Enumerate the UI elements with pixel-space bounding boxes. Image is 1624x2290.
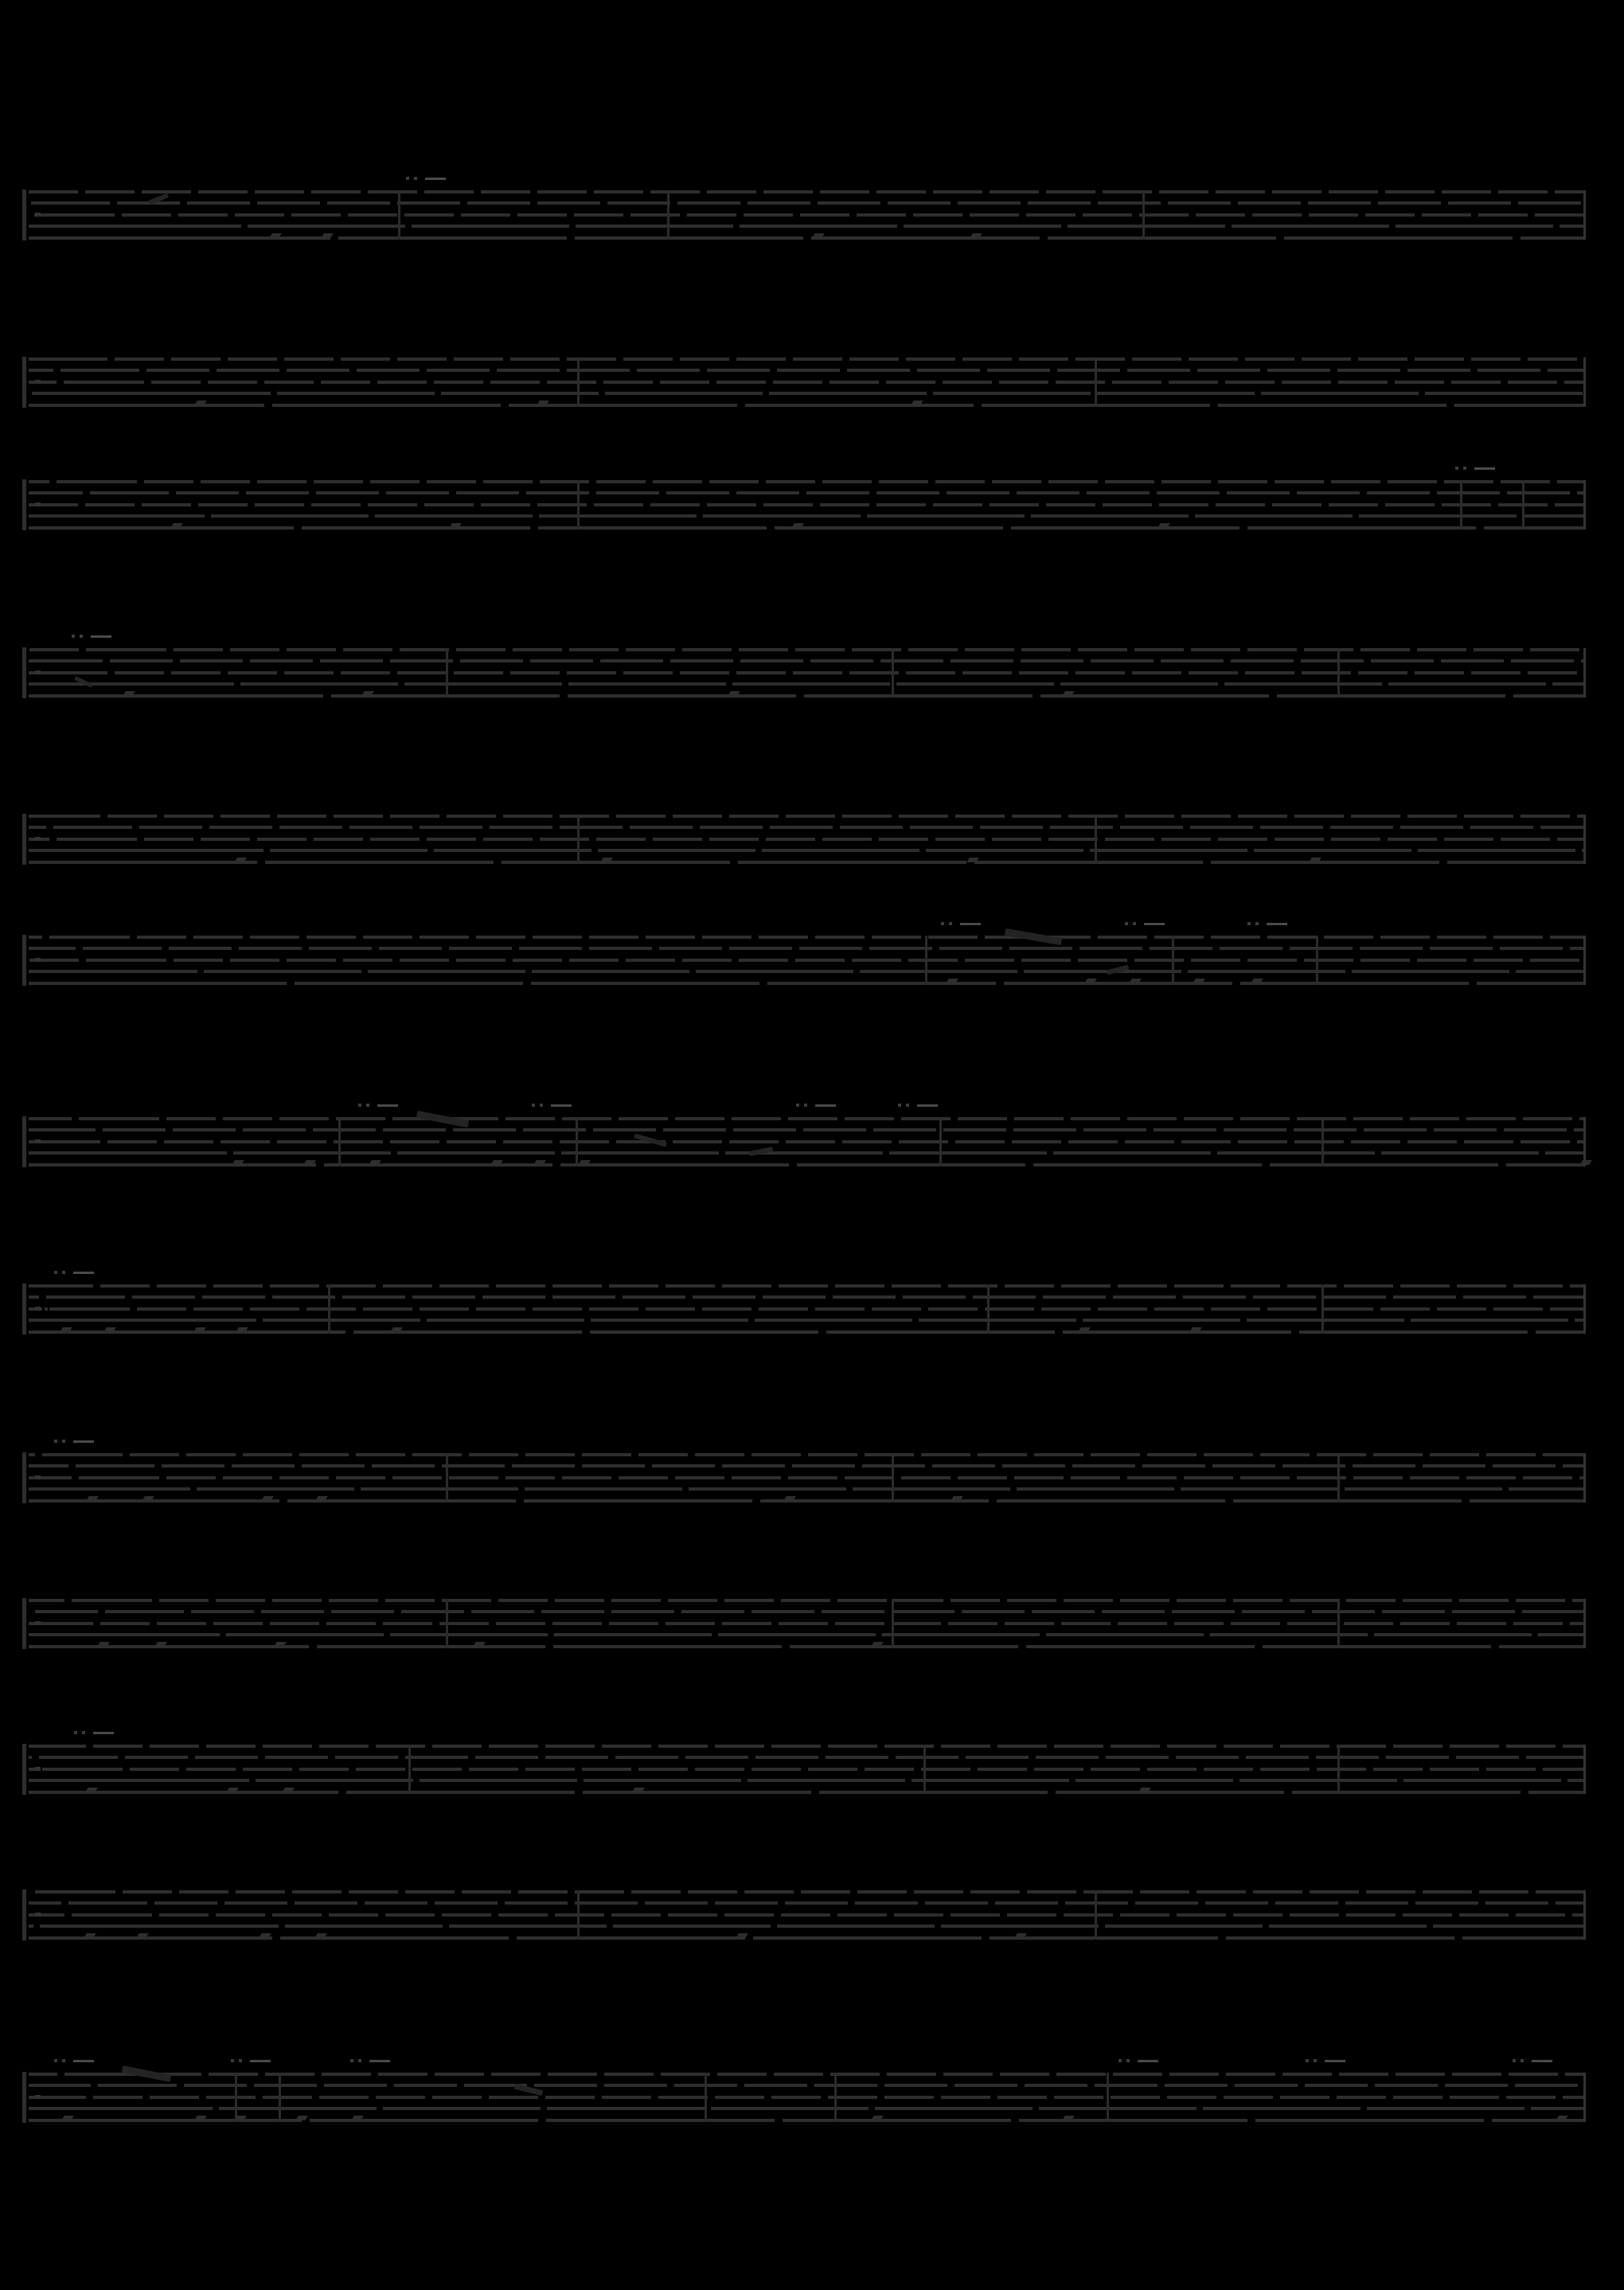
barline bbox=[1107, 2073, 1109, 2122]
annotation-dash bbox=[1474, 467, 1495, 470]
clef-remnant-mark bbox=[35, 837, 41, 841]
clef-remnant-mark bbox=[45, 1768, 48, 1771]
clef-remnant-mark bbox=[45, 503, 48, 506]
staff-line bbox=[29, 1319, 1586, 1322]
barline bbox=[408, 1745, 411, 1794]
annotation-dot bbox=[350, 2059, 353, 2062]
annotation-dash bbox=[250, 2060, 271, 2062]
staff-line bbox=[29, 1756, 1586, 1759]
barline bbox=[328, 1284, 330, 1334]
annotation-dot bbox=[532, 1104, 535, 1107]
system-bracket bbox=[22, 357, 26, 408]
palm-mute-annotation bbox=[350, 2058, 390, 2063]
barline bbox=[577, 815, 580, 864]
annotation-dash bbox=[1325, 2060, 1345, 2062]
staff-system bbox=[29, 1117, 1586, 1166]
staff-line bbox=[29, 1128, 1586, 1131]
barline bbox=[446, 1599, 448, 1648]
staff-line bbox=[29, 491, 1586, 494]
palm-mute-annotation bbox=[358, 1103, 398, 1108]
staff-line bbox=[29, 671, 1586, 674]
clef-remnant-mark bbox=[45, 1307, 48, 1311]
final-barline bbox=[1583, 480, 1586, 530]
staff-line bbox=[29, 236, 1586, 240]
final-barline bbox=[1583, 358, 1586, 407]
staff-line bbox=[29, 936, 1586, 939]
clef-remnant-mark bbox=[35, 1139, 41, 1143]
staff-line bbox=[29, 1633, 1586, 1636]
staff-line bbox=[29, 1117, 1586, 1120]
staff-line bbox=[29, 1913, 1586, 1917]
barline bbox=[446, 648, 448, 698]
staff-line bbox=[29, 861, 1586, 864]
annotation-dot bbox=[1513, 2059, 1516, 2062]
barline bbox=[576, 1117, 578, 1166]
staff-line bbox=[29, 1163, 1586, 1166]
barline bbox=[1316, 936, 1318, 985]
beam-remnant bbox=[416, 1111, 470, 1127]
final-barline bbox=[1583, 1890, 1586, 1940]
staff-line bbox=[29, 838, 1586, 841]
barline bbox=[235, 2073, 237, 2122]
annotation-dot bbox=[239, 2059, 242, 2062]
annotation-dot bbox=[1125, 922, 1128, 925]
annotation-dot bbox=[796, 1104, 799, 1107]
annotation-dash bbox=[1144, 923, 1165, 925]
annotation-dot bbox=[941, 922, 944, 925]
barline bbox=[925, 936, 927, 985]
annotation-dot bbox=[74, 1731, 77, 1734]
staff-system bbox=[29, 190, 1586, 240]
palm-mute-annotation bbox=[941, 921, 981, 926]
staff-line bbox=[29, 2096, 1586, 2099]
annotation-dot bbox=[1126, 2059, 1130, 2062]
staff-line bbox=[29, 526, 1586, 530]
annotation-dot bbox=[898, 1104, 901, 1107]
staff-line bbox=[29, 2084, 1586, 2087]
annotation-dot bbox=[62, 1440, 65, 1443]
palm-mute-annotation bbox=[54, 1439, 94, 1444]
palm-mute-annotation bbox=[54, 2058, 94, 2063]
clef-remnant-mark bbox=[45, 838, 48, 841]
annotation-dash bbox=[93, 1732, 114, 1734]
final-barline bbox=[1583, 1599, 1586, 1648]
staff-line bbox=[29, 503, 1586, 506]
staff-line bbox=[29, 1140, 1586, 1143]
staff-line bbox=[29, 392, 1586, 395]
annotation-dot bbox=[231, 2059, 234, 2062]
annotation-dot bbox=[366, 1104, 369, 1107]
system-bracket bbox=[22, 1598, 26, 1649]
barline bbox=[892, 1453, 894, 1503]
annotation-dot bbox=[54, 1440, 57, 1443]
final-barline bbox=[1583, 815, 1586, 864]
palm-mute-annotation bbox=[72, 634, 111, 639]
staff-line bbox=[29, 1453, 1586, 1456]
staff-system bbox=[29, 1284, 1586, 1334]
barline bbox=[1095, 1890, 1097, 1940]
staff-line bbox=[29, 2107, 1586, 2110]
staff-line bbox=[29, 959, 1586, 962]
staff-line bbox=[29, 1890, 1586, 1893]
staff-system bbox=[29, 815, 1586, 864]
clef-remnant-mark bbox=[35, 213, 41, 217]
staff-line bbox=[29, 1331, 1586, 1334]
staff-line bbox=[29, 1768, 1586, 1771]
barline bbox=[577, 358, 580, 407]
final-barline bbox=[1583, 648, 1586, 698]
system-bracket bbox=[22, 2072, 26, 2123]
palm-mute-annotation bbox=[1118, 2058, 1158, 2063]
staff-line bbox=[29, 1476, 1586, 1479]
system-bracket bbox=[22, 479, 26, 530]
barline bbox=[446, 1453, 448, 1503]
staff-line bbox=[29, 1622, 1586, 1625]
annotation-dash bbox=[960, 923, 981, 925]
clef-remnant-mark bbox=[45, 959, 48, 962]
staff-line bbox=[29, 682, 1586, 686]
clef-remnant-mark bbox=[35, 958, 41, 962]
annotation-dot bbox=[62, 2059, 65, 2062]
system-bracket bbox=[22, 647, 26, 698]
annotation-dot bbox=[62, 1271, 65, 1274]
palm-mute-annotation bbox=[1306, 2058, 1345, 2063]
barline bbox=[279, 2073, 281, 2122]
staff-line bbox=[29, 694, 1586, 698]
barline bbox=[1522, 480, 1524, 530]
staff-line bbox=[29, 982, 1586, 985]
barline bbox=[987, 1284, 990, 1334]
staff-system bbox=[29, 2073, 1586, 2122]
barline bbox=[705, 2073, 707, 2122]
final-barline bbox=[1583, 1745, 1586, 1794]
barline bbox=[398, 190, 400, 240]
staff-line bbox=[29, 369, 1586, 372]
annotation-dash bbox=[73, 1272, 94, 1274]
staff-line bbox=[29, 225, 1586, 228]
final-barline bbox=[1583, 190, 1586, 240]
barline bbox=[892, 1599, 894, 1648]
clef-remnant-mark bbox=[45, 1476, 48, 1479]
clef-remnant-mark bbox=[35, 2095, 41, 2099]
annotation-dot bbox=[406, 177, 409, 180]
annotation-dash bbox=[91, 635, 111, 638]
staff-system bbox=[29, 936, 1586, 985]
system-bracket bbox=[22, 814, 26, 865]
palm-mute-annotation bbox=[231, 2058, 271, 2063]
final-barline bbox=[1583, 936, 1586, 985]
annotation-dot bbox=[82, 1731, 85, 1734]
staff-line bbox=[29, 358, 1586, 361]
annotation-dot bbox=[358, 2059, 361, 2062]
staff-line bbox=[29, 1901, 1586, 1905]
barline bbox=[923, 1745, 926, 1794]
clef-remnant-mark bbox=[45, 671, 48, 674]
barline bbox=[1337, 648, 1340, 698]
barline bbox=[939, 1117, 942, 1166]
annotation-dash bbox=[551, 1104, 572, 1107]
staff-line bbox=[29, 2073, 1586, 2076]
staff-line bbox=[29, 1645, 1586, 1648]
palm-mute-annotation bbox=[74, 1730, 114, 1735]
beam-remnant bbox=[749, 1147, 774, 1156]
final-barline bbox=[1583, 2073, 1586, 2122]
annotation-dot bbox=[1521, 2059, 1524, 2062]
annotation-dot bbox=[1118, 2059, 1122, 2062]
staff-line bbox=[29, 2119, 1586, 2122]
beam-remnant bbox=[1005, 928, 1062, 945]
staff-line bbox=[29, 404, 1586, 407]
staff-line bbox=[29, 947, 1586, 950]
annotation-dot bbox=[1455, 467, 1458, 470]
annotation-dot bbox=[1247, 922, 1251, 925]
staff-line bbox=[29, 1745, 1586, 1748]
staff-line bbox=[29, 1284, 1586, 1288]
clef-remnant-mark bbox=[45, 2096, 48, 2099]
system-bracket bbox=[22, 1744, 26, 1795]
staff-system bbox=[29, 480, 1586, 530]
barline bbox=[834, 2073, 837, 2122]
barline bbox=[1460, 480, 1462, 530]
staff-system bbox=[29, 1599, 1586, 1648]
staff-line bbox=[29, 1925, 1586, 1928]
staff-system bbox=[29, 1453, 1586, 1503]
annotation-dot bbox=[949, 922, 952, 925]
annotation-dash bbox=[73, 1440, 94, 1443]
staff-line bbox=[29, 1151, 1586, 1155]
barline bbox=[577, 480, 580, 530]
clef-remnant-mark bbox=[45, 213, 48, 217]
beam-remnant bbox=[1107, 965, 1130, 975]
barline bbox=[1337, 1745, 1340, 1794]
barline bbox=[577, 1890, 580, 1940]
annotation-dot bbox=[1463, 467, 1466, 470]
annotation-dash bbox=[73, 2060, 94, 2062]
barline bbox=[1095, 815, 1097, 864]
clef-remnant-mark bbox=[35, 380, 41, 384]
final-barline bbox=[1583, 1453, 1586, 1503]
barline bbox=[338, 1117, 341, 1166]
system-bracket bbox=[22, 1116, 26, 1167]
staff-line bbox=[29, 213, 1586, 217]
clef-remnant-mark bbox=[35, 1475, 41, 1479]
annotation-dot bbox=[906, 1104, 909, 1107]
staff-system bbox=[29, 648, 1586, 698]
staff-line bbox=[29, 1487, 1586, 1491]
palm-mute-annotation bbox=[54, 1270, 94, 1275]
staff-line bbox=[29, 1464, 1586, 1467]
annotation-dot bbox=[358, 1104, 361, 1107]
staff-line bbox=[29, 849, 1586, 852]
barline bbox=[1095, 358, 1097, 407]
final-barline bbox=[1583, 1117, 1586, 1166]
annotation-dot bbox=[540, 1104, 543, 1107]
palm-mute-annotation bbox=[1513, 2058, 1552, 2063]
staff-line bbox=[29, 201, 1586, 205]
staff-line bbox=[29, 1295, 1586, 1299]
clef-remnant-mark bbox=[35, 670, 41, 674]
staff-line bbox=[29, 1791, 1586, 1794]
stem-notch bbox=[1579, 1160, 1592, 1165]
system-bracket bbox=[22, 1452, 26, 1503]
staff-line bbox=[29, 381, 1586, 384]
annotation-dot bbox=[54, 2059, 57, 2062]
annotation-dot bbox=[1314, 2059, 1317, 2062]
staff-line bbox=[29, 190, 1586, 193]
annotation-dot bbox=[414, 177, 417, 180]
clef-remnant-mark bbox=[35, 1621, 41, 1625]
staff-line bbox=[29, 1610, 1586, 1613]
barline bbox=[1172, 936, 1174, 985]
system-bracket bbox=[22, 1284, 26, 1335]
staff-line bbox=[29, 1779, 1586, 1782]
clef-remnant-mark bbox=[35, 1913, 41, 1917]
annotation-dash bbox=[377, 1104, 398, 1107]
staff-line bbox=[29, 970, 1586, 973]
annotation-dot bbox=[54, 1271, 57, 1274]
annotation-dash bbox=[917, 1104, 938, 1107]
staff-line bbox=[29, 815, 1586, 818]
annotation-dash bbox=[1267, 923, 1287, 925]
annotation-dash bbox=[1138, 2060, 1158, 2062]
beam-remnant bbox=[122, 2065, 172, 2082]
palm-mute-annotation bbox=[1455, 466, 1495, 471]
barline bbox=[1142, 190, 1145, 240]
clef-remnant-mark bbox=[35, 1767, 41, 1771]
barline bbox=[1337, 1599, 1340, 1648]
annotation-dash bbox=[815, 1104, 836, 1107]
annotation-dot bbox=[1133, 922, 1136, 925]
clef-remnant-mark bbox=[45, 1622, 48, 1625]
annotation-dot bbox=[1306, 2059, 1309, 2062]
barline bbox=[892, 648, 894, 698]
annotation-dot bbox=[1255, 922, 1259, 925]
staff-line bbox=[29, 659, 1586, 662]
annotation-dash bbox=[369, 2060, 390, 2062]
staff-line bbox=[29, 514, 1586, 518]
barline bbox=[1337, 1453, 1340, 1503]
staff-system bbox=[29, 1890, 1586, 1940]
staff-line bbox=[29, 1307, 1586, 1311]
staff-line bbox=[29, 1599, 1586, 1602]
system-bracket bbox=[22, 935, 26, 986]
annotation-dash bbox=[1532, 2060, 1552, 2062]
staff-line bbox=[29, 826, 1586, 829]
barline bbox=[667, 190, 670, 240]
clef-remnant-mark bbox=[45, 1913, 48, 1917]
clef-remnant-mark bbox=[45, 381, 48, 384]
barline bbox=[1321, 1117, 1324, 1166]
annotation-dot bbox=[80, 635, 83, 638]
palm-mute-annotation bbox=[1125, 921, 1165, 926]
palm-mute-annotation bbox=[796, 1103, 836, 1108]
system-bracket bbox=[22, 190, 26, 240]
staff-line bbox=[29, 480, 1586, 483]
annotation-dot bbox=[804, 1104, 807, 1107]
clef-remnant-mark bbox=[35, 502, 41, 506]
barline bbox=[1321, 1284, 1324, 1334]
palm-mute-annotation bbox=[532, 1103, 572, 1108]
palm-mute-annotation bbox=[406, 176, 446, 181]
clef-remnant-mark bbox=[45, 1140, 48, 1143]
annotation-dot bbox=[72, 635, 75, 638]
clef-remnant-mark bbox=[35, 1307, 41, 1311]
annotation-dash bbox=[425, 178, 446, 180]
palm-mute-annotation bbox=[898, 1103, 938, 1108]
staff-system bbox=[29, 358, 1586, 407]
system-bracket bbox=[22, 1889, 26, 1940]
staff-line bbox=[29, 648, 1586, 651]
staff-system bbox=[29, 1745, 1586, 1794]
final-barline bbox=[1583, 1284, 1586, 1334]
palm-mute-annotation bbox=[1247, 921, 1287, 926]
